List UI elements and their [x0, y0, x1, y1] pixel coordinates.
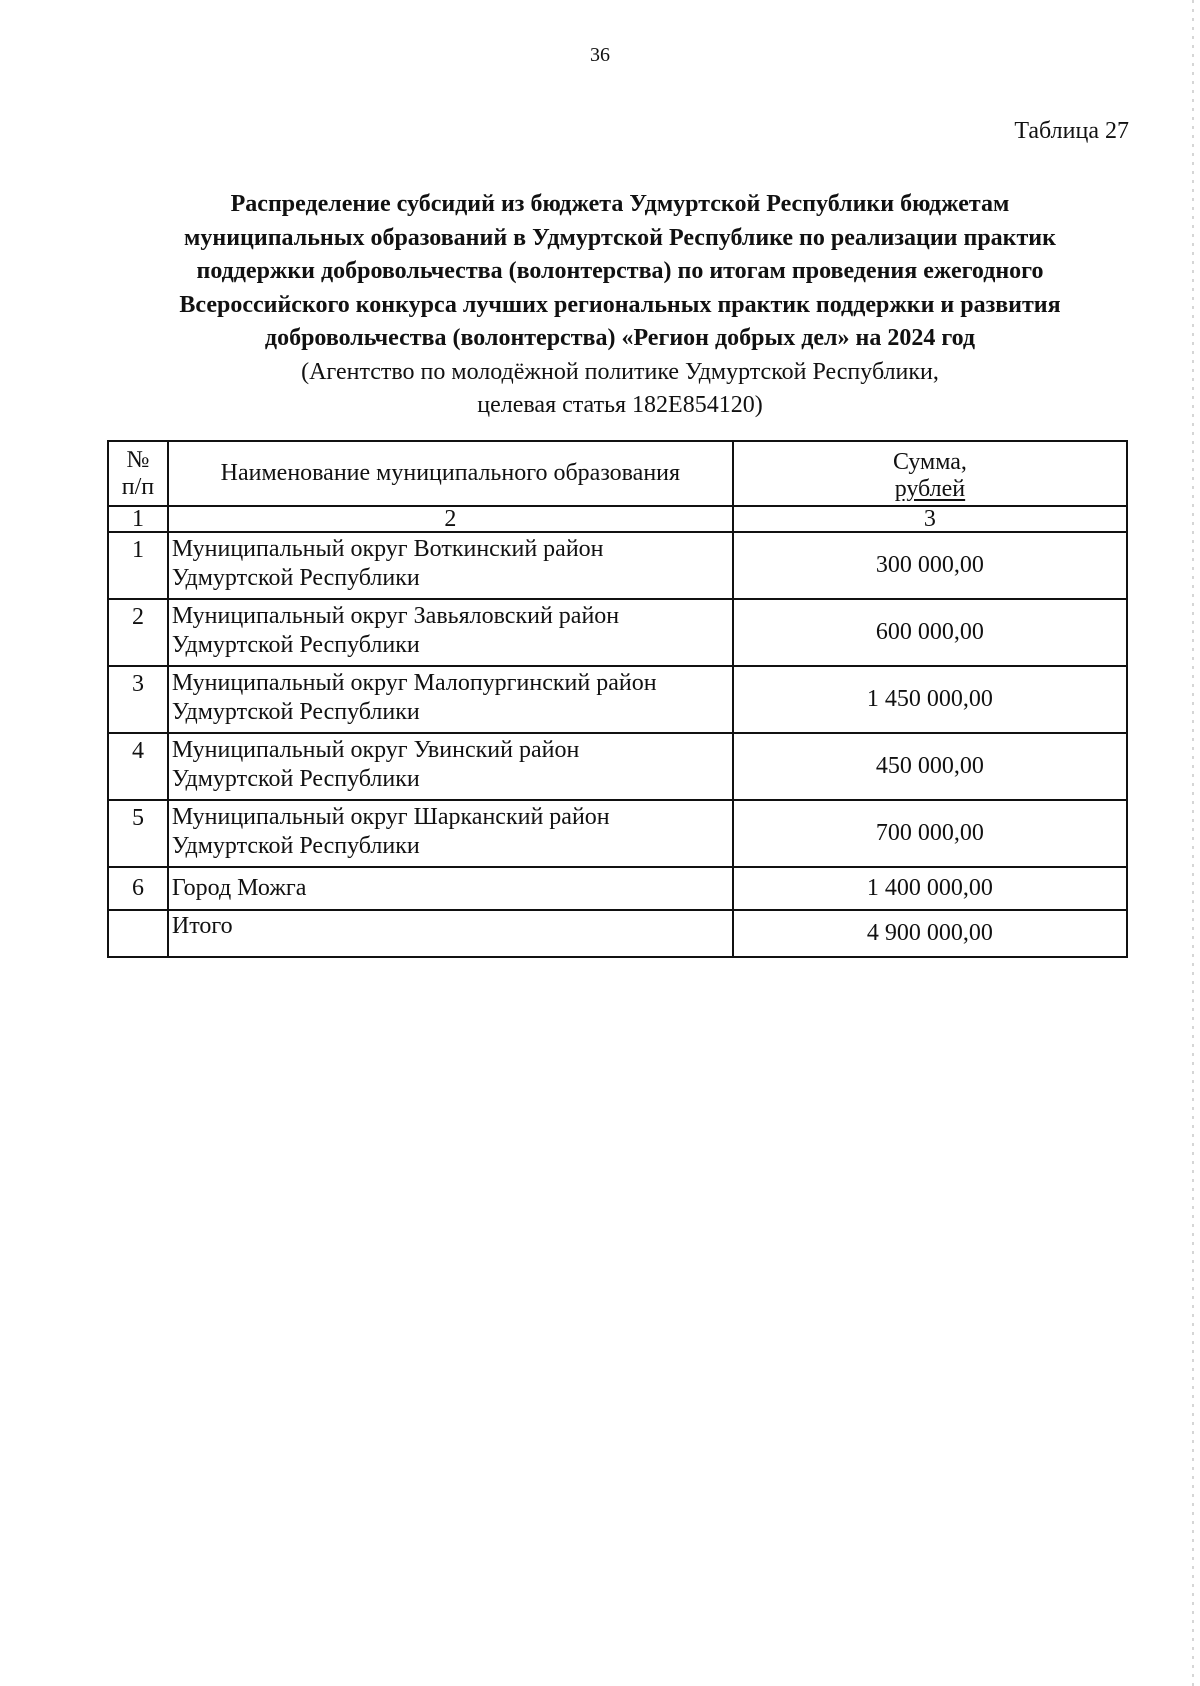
- municipality-name-line2: Удмуртской Республики: [171, 699, 420, 725]
- page-number: 36: [590, 44, 610, 66]
- header-sum: [733, 441, 1127, 506]
- row-number: 1: [108, 532, 168, 599]
- table-label: Таблица 27: [1014, 118, 1129, 144]
- municipality-name: [168, 599, 733, 666]
- municipality-name-line1: Муниципальный округ Воткинский район: [171, 536, 604, 562]
- row-number: 4: [108, 733, 168, 800]
- header-number-line2: п/п: [121, 473, 155, 500]
- column-number: 1: [108, 506, 168, 532]
- subtitle-line: (Агентство по молодёжной политике Удмуртской Республики,: [301, 358, 939, 385]
- municipality-name-line1: Муниципальный округ Малопургинский район: [171, 670, 657, 696]
- municipality-name-line2: Удмуртской Республики: [171, 833, 420, 859]
- header-sum-line1: Сумма,: [892, 449, 967, 475]
- title-line: Всероссийского конкурса лучших региональных практик поддержки и развития: [179, 291, 1061, 318]
- header-number-line1: №: [126, 446, 150, 473]
- header-sum-line2: рублей: [894, 476, 966, 502]
- municipality-name-line1: Муниципальный округ Шарканский район: [171, 804, 610, 830]
- total-row: [108, 910, 1127, 957]
- header-name: Наименование муниципального образования: [168, 441, 733, 506]
- table-row: [108, 733, 1127, 800]
- row-number: 5: [108, 800, 168, 867]
- subsidy-amount: 450 000,00: [733, 733, 1127, 800]
- municipality-name-line2: Удмуртской Республики: [171, 766, 420, 792]
- municipality-name-line2: Удмуртской Республики: [171, 632, 420, 658]
- total-amount: 4 900 000,00: [733, 910, 1127, 957]
- document-title: [100, 188, 1140, 422]
- row-number: 6: [108, 867, 168, 910]
- title-line: добровольчества (волонтерства) «Регион добрых дел» на 2024 год: [264, 325, 976, 351]
- total-number-cell: [108, 910, 168, 957]
- header-number: [108, 441, 168, 506]
- subsidy-amount: 1 400 000,00: [733, 867, 1127, 910]
- municipality-name-line2: Удмуртской Республики: [171, 565, 420, 591]
- column-number: 2: [168, 506, 733, 532]
- table-row: [108, 666, 1127, 733]
- subsidy-amount: 300 000,00: [733, 532, 1127, 599]
- municipality-name: Город Можга: [168, 867, 733, 910]
- table-header-row: [108, 441, 1127, 506]
- row-number: 2: [108, 599, 168, 666]
- subsidy-distribution-table: [107, 440, 1128, 958]
- title-line: муниципальных образований в Удмуртской Республике по реализации практик: [184, 224, 1056, 251]
- table-row: [108, 599, 1127, 666]
- municipality-name: [168, 532, 733, 599]
- table-row: [108, 867, 1127, 910]
- title-line: поддержки добровольчества (волонтерства) по итогам проведения ежегодного: [196, 258, 1044, 284]
- table-row: [108, 532, 1127, 599]
- column-numbers-row: [108, 506, 1127, 532]
- municipality-name: [168, 733, 733, 800]
- column-number: 3: [733, 506, 1127, 532]
- subsidy-amount: 1 450 000,00: [733, 666, 1127, 733]
- municipality-name: [168, 800, 733, 867]
- subsidy-amount: 700 000,00: [733, 800, 1127, 867]
- municipality-name-line1: Муниципальный округ Увинский район: [171, 737, 580, 763]
- subsidy-amount: 600 000,00: [733, 599, 1127, 666]
- total-label: Итого: [168, 910, 733, 957]
- row-number: 3: [108, 666, 168, 733]
- subtitle-line: целевая статья 182Е854120): [477, 391, 763, 418]
- municipality-name-line1: Муниципальный округ Завьяловский район: [171, 603, 620, 629]
- table-row: [108, 800, 1127, 867]
- scan-edge-artifact: [1192, 0, 1194, 1686]
- municipality-name: [168, 666, 733, 733]
- title-line: Распределение субсидий из бюджета Удмуртской Республики бюджетам: [230, 191, 1010, 217]
